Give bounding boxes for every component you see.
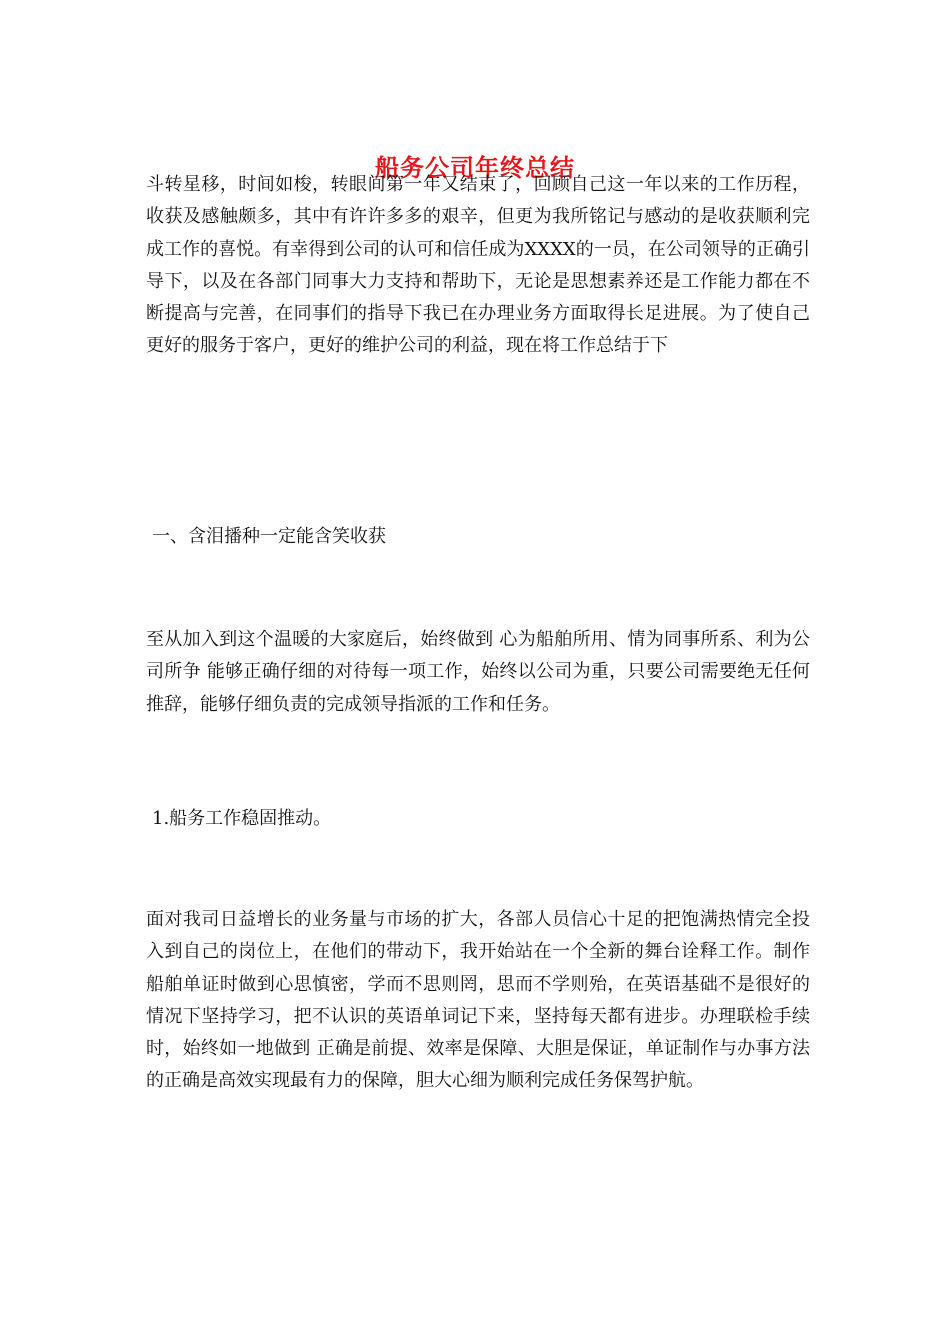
document-title: 船务公司年终总结 — [375, 153, 575, 182]
subsection-heading-1: 1.船务工作稳固推动。 — [152, 808, 332, 829]
section-heading-1: 一、含泪播种一定能含笑收获 — [152, 526, 386, 547]
intro-paragraph: 斗转星移，时间如梭，转眼间第一年又结束了，回顾自己这一年以来的工作历程，收获及感触颇多，其中有许许多多的艰辛，但更为我所铭记与感动的是收获顺利完成工作的喜悦。有幸得到公司的认可和信任成为XXXX的一员，在公司领导的正确引导下，以及在各部门同事大力支持和帮助下，无论是思想素养还是工作能力都在不断提高与完善，在同事们的指导下我已在办理业务方面取得长足进展。为了使自己更好的服务于客户，更好的维护公司的利益，现在将工作总结于下 — [146, 174, 810, 357]
subsection-1-paragraph: 面对我司日益增长的业务量与市场的扩大，各部人员信心十足的把饱满热情完全投入到自己的岗位上，在他们的带动下，我开始站在一个全新的舞台诠释工作。制作船舶单证时做到心思慎密，学而不思则罔，思而不学则殆，在英语基础不是很好的情况下坚持学习，把不认识的英语单词记下来，坚持每天都有进步。办理联检手续时，始终如一地做到 正确是前提、效率是保障、大胆是保证，单证制作与办事方法的正确是高效实现最有力的保障，胆大心细为顺利完成任务保驾护航。 — [146, 909, 810, 1092]
section-1-paragraph: 至从加入到这个温暖的大家庭后，始终做到 心为船舶所用、情为同事所系、利为公司所争 能够正确仔细的对待每一项工作，始终以公司为重，只要公司需要绝无任何推辞，能够仔细负责的完成领导指派的工作和任务。 — [146, 629, 810, 715]
